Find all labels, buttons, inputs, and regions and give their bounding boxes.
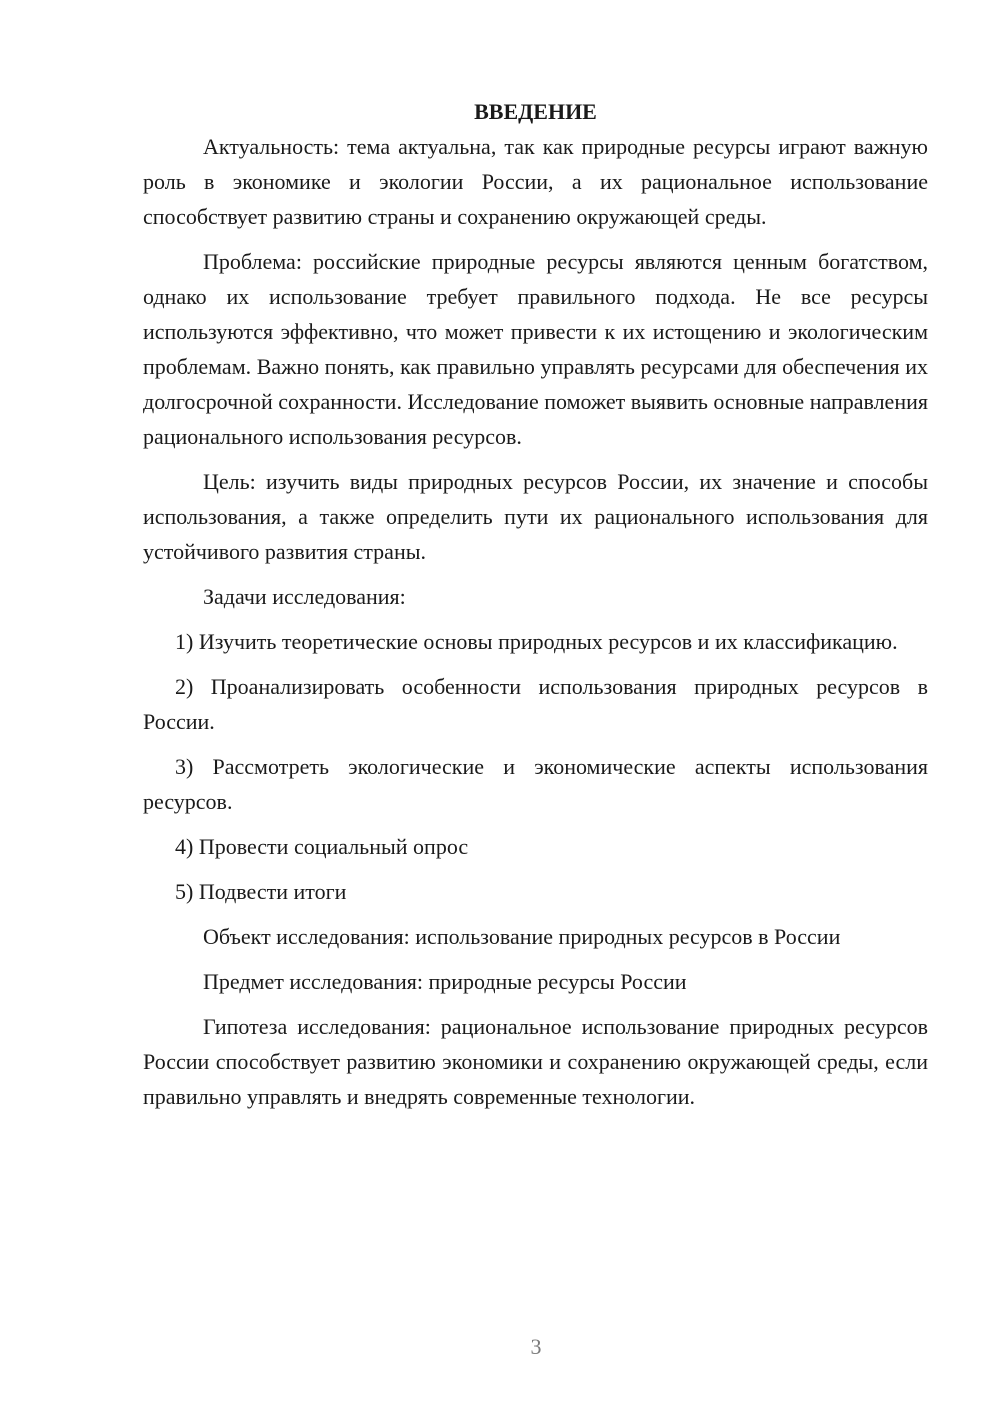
task-item-4: 4) Провести социальный опрос xyxy=(175,834,469,859)
section-title: ВВЕДЕНИЕ xyxy=(474,99,597,124)
document-body xyxy=(143,94,928,1124)
page-number: 3 xyxy=(530,1334,542,1359)
task-item-3: 3) Рассмотреть экологические и экономические аспекты использования ресурсов. xyxy=(143,754,928,814)
hypothesis-paragraph: Гипотеза исследования: рациональное использование природных ресурсов России способствует развитию экономики и сохранению окружающей среды, если правильно управлять и внедрять современные технологии. xyxy=(143,1014,928,1109)
relevance-paragraph: Актуальность: тема актуальна, так как природные ресурсы играют важную роль в экономике и экологии России, а их рациональное использование способствует развитию страны и сохранению окружающей среды. xyxy=(143,134,928,229)
task-item-1: 1) Изучить теоретические основы природных ресурсов и их классификацию. xyxy=(175,629,898,654)
task-item-2: 2) Проанализировать особенности использования природных ресурсов в России. xyxy=(143,674,928,734)
problem-paragraph: Проблема: российские природные ресурсы являются ценным богатством, однако их использование требует правильного подхода. Не все ресурсы используются эффективно, что может привести к их истощению и экологическим проблемам. Важно понять, как правильно управлять ресурсами для обеспечения их долгосрочной сохранности. Исследование поможет выявить основные направления рационального использования ресурсов. xyxy=(143,249,928,449)
task-item-5: 5) Подвести итоги xyxy=(175,879,347,904)
research-subject: Предмет исследования: природные ресурсы России xyxy=(203,969,687,994)
research-object: Объект исследования: использование природных ресурсов в России xyxy=(203,924,841,949)
goal-paragraph: Цель: изучить виды природных ресурсов России, их значение и способы использования, а также определить пути их рационального использования для устойчивого развития страны. xyxy=(143,469,928,564)
tasks-heading: Задачи исследования: xyxy=(203,584,406,609)
